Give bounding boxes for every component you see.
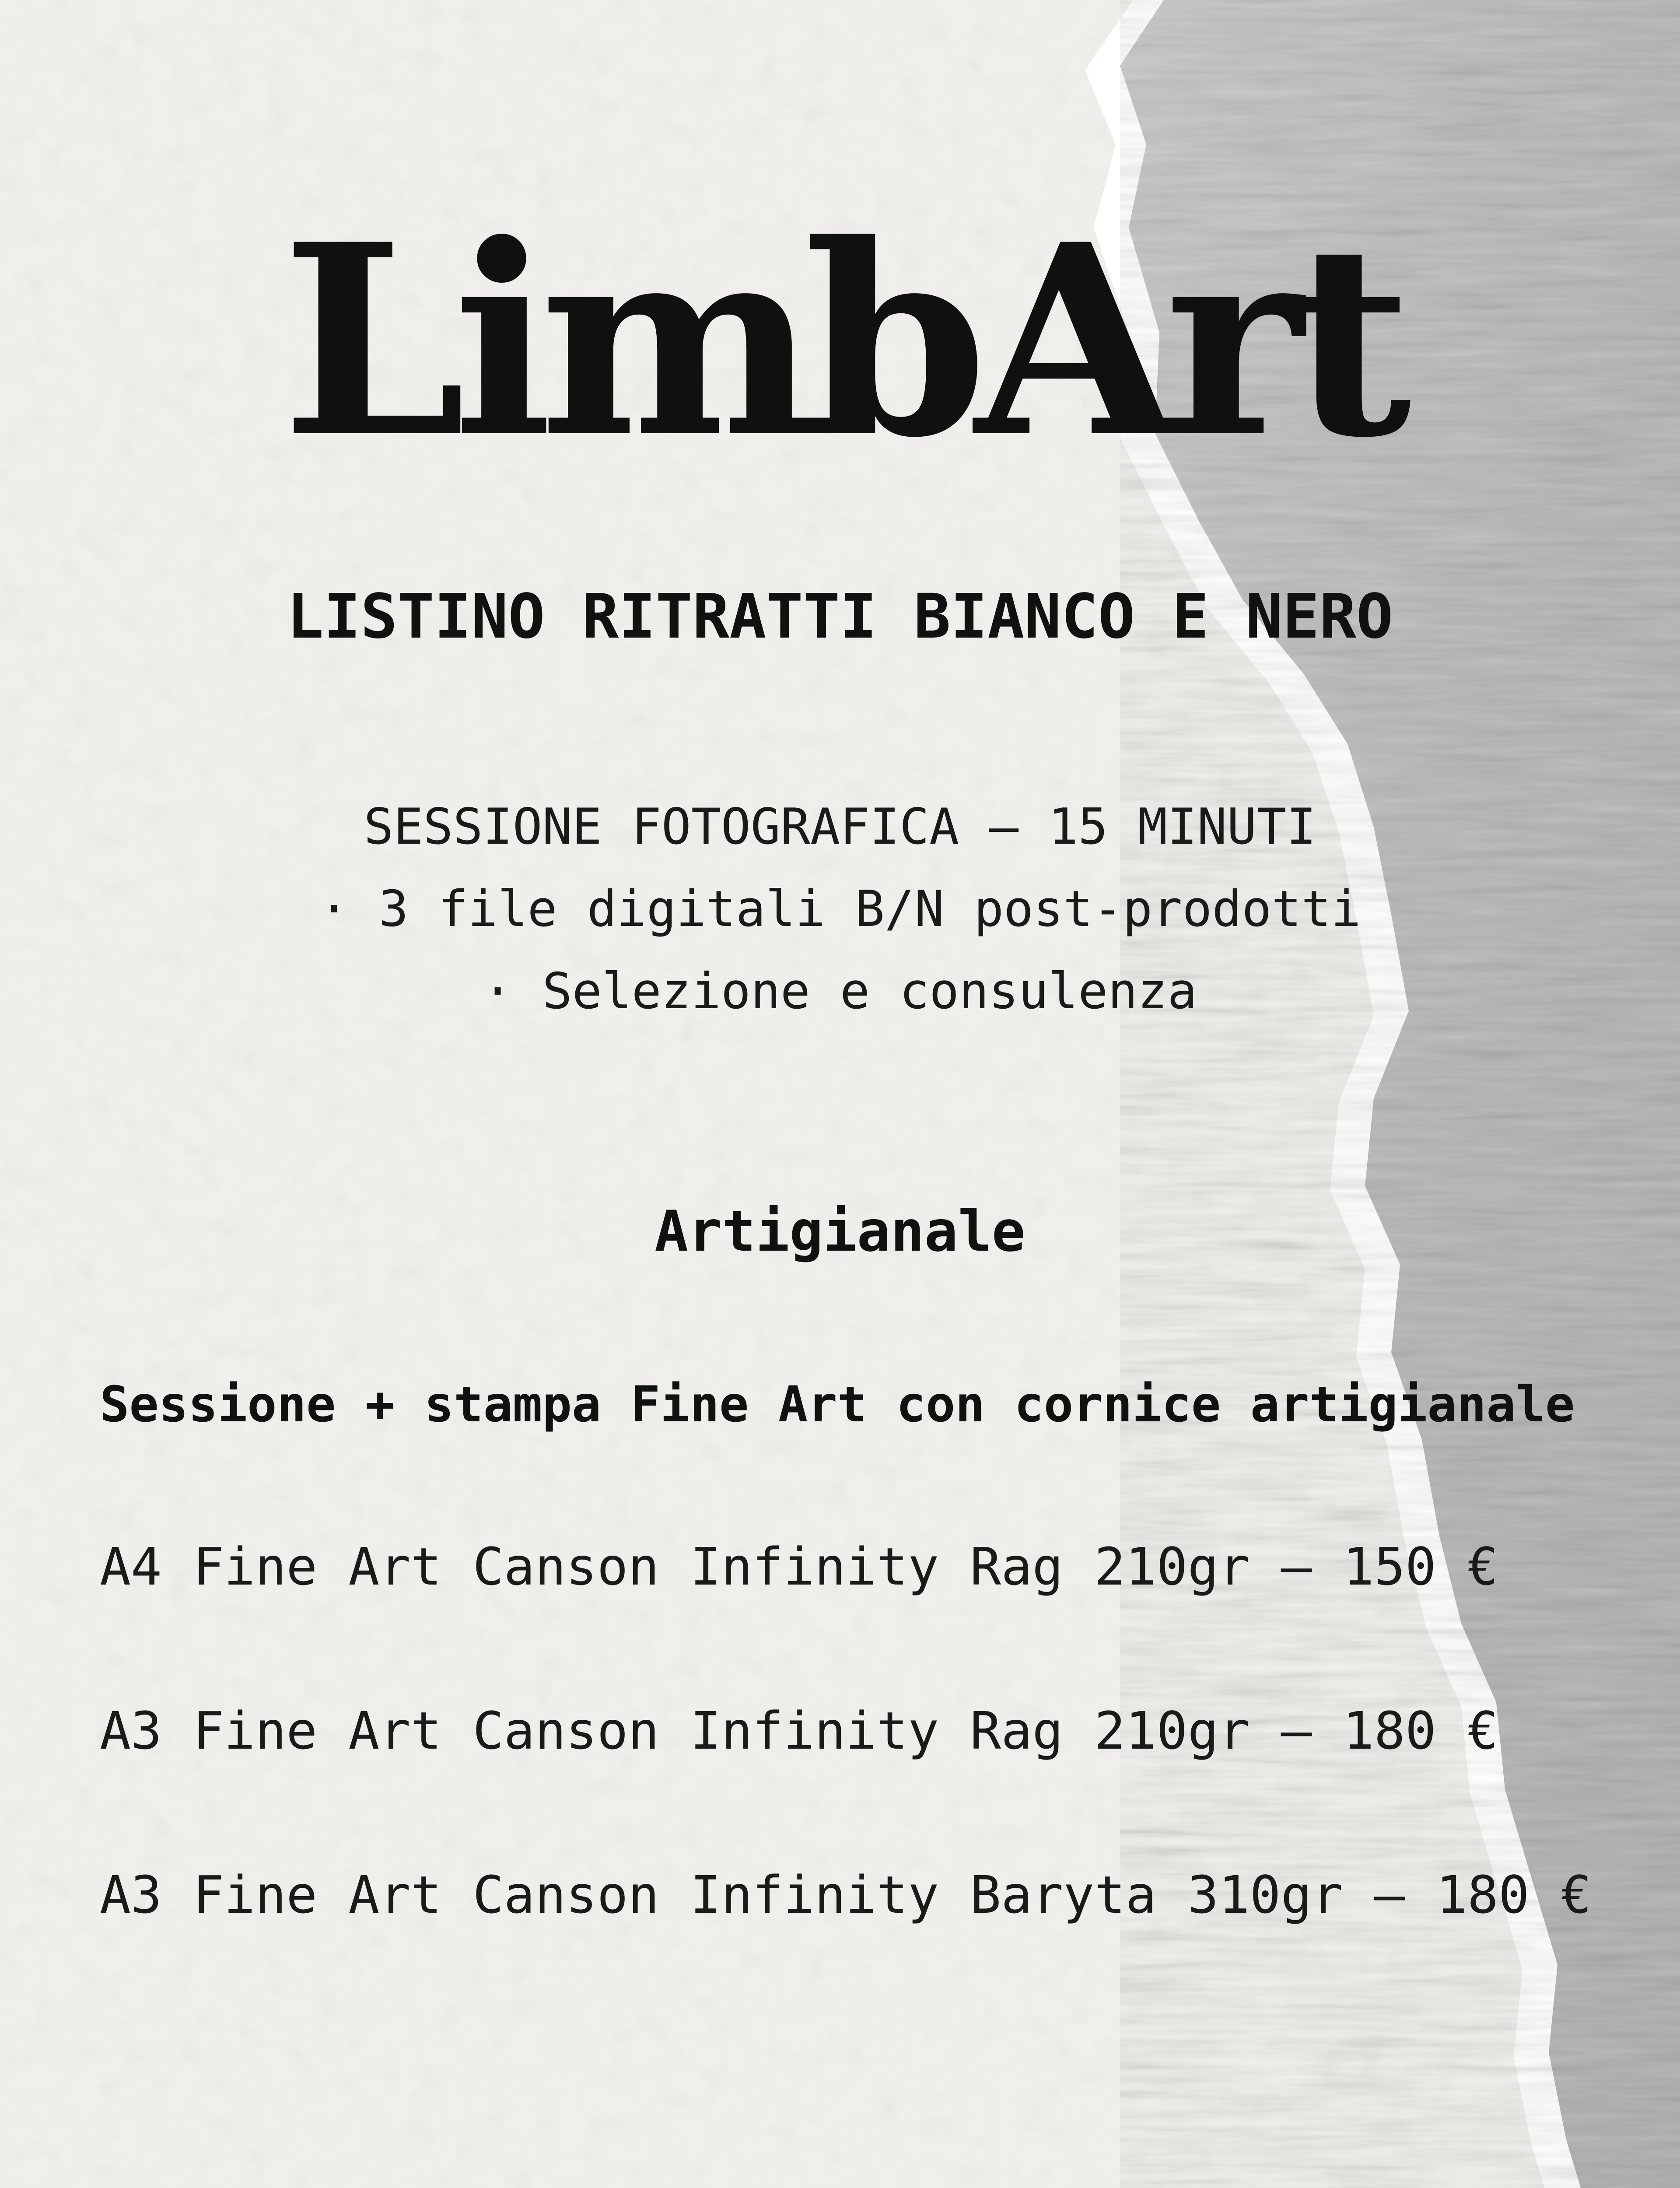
session-line: · 3 file digitali B/N post-prodotti	[319, 880, 1361, 938]
price-item: A3 Fine Art Canson Infinity Baryta 310gr – 180 €	[100, 1865, 1592, 1925]
price-item: A4 Fine Art Canson Infinity Rag 210gr – 150 €	[100, 1536, 1498, 1597]
price-item: A3 Fine Art Canson Infinity Rag 210gr – 180 €	[100, 1701, 1498, 1761]
page-title: LISTINO RITRATTI BIANCO E NERO	[287, 581, 1393, 652]
session-details	[0, 785, 1680, 1032]
price-list	[100, 1534, 1592, 2026]
session-line: · Selezione e consulenza	[483, 962, 1197, 1020]
brand-logo: LimbArt	[281, 187, 1399, 495]
section-subtitle: Sessione + stampa Fine Art con cornice artigianale	[100, 1376, 1575, 1433]
section-title: Artigianale	[654, 1199, 1026, 1264]
session-line: SESSIONE FOTOGRAFICA – 15 MINUTI	[364, 798, 1316, 856]
